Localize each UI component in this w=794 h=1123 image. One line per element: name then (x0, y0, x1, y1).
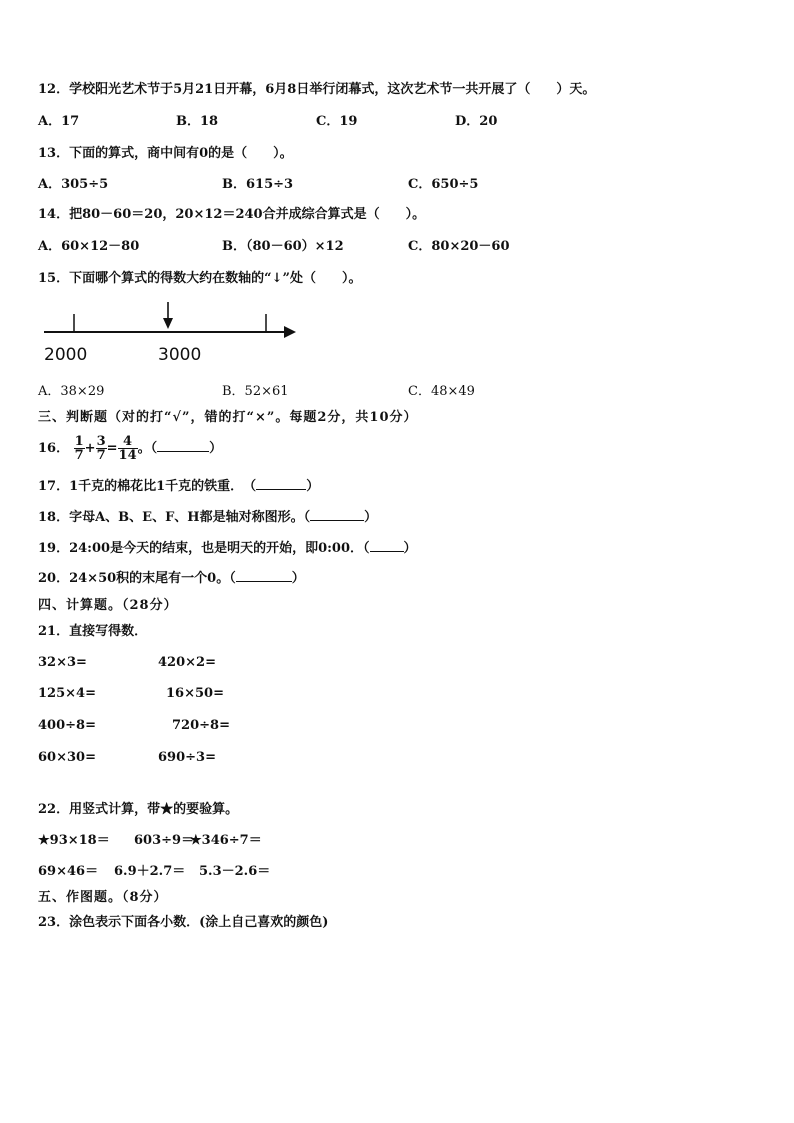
section3-title: 三、判断题（对的打“√”，错的打“×”。每题2分，共10分） (38, 410, 418, 425)
q14-option-b: B．（80－60）×12 (222, 239, 344, 254)
q16-answer-blank[interactable] (157, 451, 209, 452)
q22-row1-item-1: ★93×18＝ (38, 833, 110, 848)
q23-stem: 23．涂色表示下面各小数．(涂上自己喜欢的颜色) (38, 915, 329, 930)
q12-option-a: A．17 (38, 114, 80, 129)
q16-frac3-denominator: 14 (118, 448, 137, 463)
q21-item-6: 720÷8= (172, 718, 230, 733)
q21-item-4: 16×50= (166, 686, 224, 701)
q22-row1-item-2: 603÷9＝ (134, 833, 195, 848)
axis-label-3000: 3000 (158, 345, 202, 365)
q17-line (38, 479, 319, 495)
q19-close: ） (403, 541, 417, 556)
q22-row2-item-3: 5.3－2.6＝ (199, 864, 271, 879)
q16-tail: 。（ (137, 441, 158, 456)
q13-option-a: A．305÷5 (38, 177, 109, 192)
number-line-arrowhead (284, 326, 296, 338)
q19-stem: 19．24:00是今天的结束，也是明天的开始，即0:00．（ (38, 541, 370, 556)
q14-option-a: A．60×12－80 (38, 239, 140, 254)
q16-frac1-numerator: 1 (74, 434, 84, 449)
q16-plus: + (84, 441, 96, 456)
q21-item-3: 125×4= (38, 686, 96, 701)
q16-frac2-numerator: 3 (96, 434, 106, 449)
axis-label-2000: 2000 (44, 345, 88, 365)
q22-stem: 22．用竖式计算，带★的要验算。 (38, 802, 239, 817)
q22-row2-item-2: 6.9＋2.7＝ (114, 864, 186, 879)
q16-fraction-2 (96, 435, 107, 462)
down-arrow-icon (163, 318, 173, 329)
q17-answer-blank[interactable] (256, 489, 306, 490)
q20-stem: 20．24×50积的末尾有一个0。（ (38, 571, 236, 586)
q12-option-b: B．18 (176, 114, 219, 129)
q21-item-7: 60×30= (38, 750, 96, 765)
q18-line (38, 510, 377, 526)
q16-frac3-numerator: 4 (118, 435, 138, 449)
q17-stem: 17．1千克的棉花比1千克的铁重． （ (38, 479, 257, 494)
q21-item-5: 400÷8= (38, 718, 96, 733)
q21-item-1: 32×3= (38, 655, 87, 670)
section5-title: 五、作图题。（8分） (38, 890, 168, 905)
q20-close: ） (291, 571, 305, 586)
q13-option-b: B．615÷3 (222, 177, 294, 192)
q15-option-c: C．48×49 (408, 384, 475, 399)
number-line-figure (38, 296, 300, 370)
q13-stem: 13．下面的算式，商中间有0的是（ ）。 (38, 146, 293, 161)
q16-number: 16． (38, 441, 70, 456)
q16-equals: = (106, 441, 118, 456)
q14-option-c: C．80×20－60 (408, 239, 510, 254)
q18-answer-blank[interactable] (310, 520, 364, 521)
q18-close: ） (364, 510, 378, 525)
q21-stem: 21．直接写得数． (38, 624, 148, 639)
q16-frac1-denominator: 7 (74, 448, 84, 463)
q19-line (38, 541, 417, 557)
q21-item-8: 690÷3= (158, 750, 216, 765)
q16-fraction-3 (118, 435, 138, 462)
q15-option-b: B．52×61 (222, 384, 289, 399)
q19-answer-blank[interactable] (370, 551, 404, 552)
q22-row2-item-1: 69×46＝ (38, 864, 99, 879)
q12-option-c: C．19 (316, 114, 358, 129)
q21-item-2: 420×2= (158, 655, 216, 670)
q16-fraction-1 (74, 435, 85, 462)
q22-row1-item-3: ★346÷7＝ (190, 833, 262, 848)
q20-answer-blank[interactable] (236, 581, 292, 582)
q12-option-d: D．20 (455, 114, 498, 129)
q16-frac2-denominator: 7 (96, 448, 106, 463)
q13-option-c: C．650÷5 (408, 177, 479, 192)
q16-close: ） (209, 441, 223, 456)
q12-stem: 12．学校阳光艺术节于5月21日开幕，6月8日举行闭幕式，这次艺术节一共开展了（ ）天。 (38, 82, 596, 97)
section4-title: 四、计算题。（28分） (38, 598, 178, 613)
q20-line (38, 571, 305, 587)
q17-close: ） (306, 479, 320, 494)
q18-stem: 18．字母A、B、E、F、H都是轴对称图形。（ (38, 510, 311, 525)
q15-option-a: A．38×29 (38, 384, 105, 399)
q14-stem: 14．把80－60＝20，20×12＝240合并成综合算式是（ ）。 (38, 207, 426, 222)
q15-stem: 15．下面哪个算式的得数大约在数轴的“↓”处（ ）。 (38, 271, 362, 286)
q16-line (38, 432, 222, 468)
